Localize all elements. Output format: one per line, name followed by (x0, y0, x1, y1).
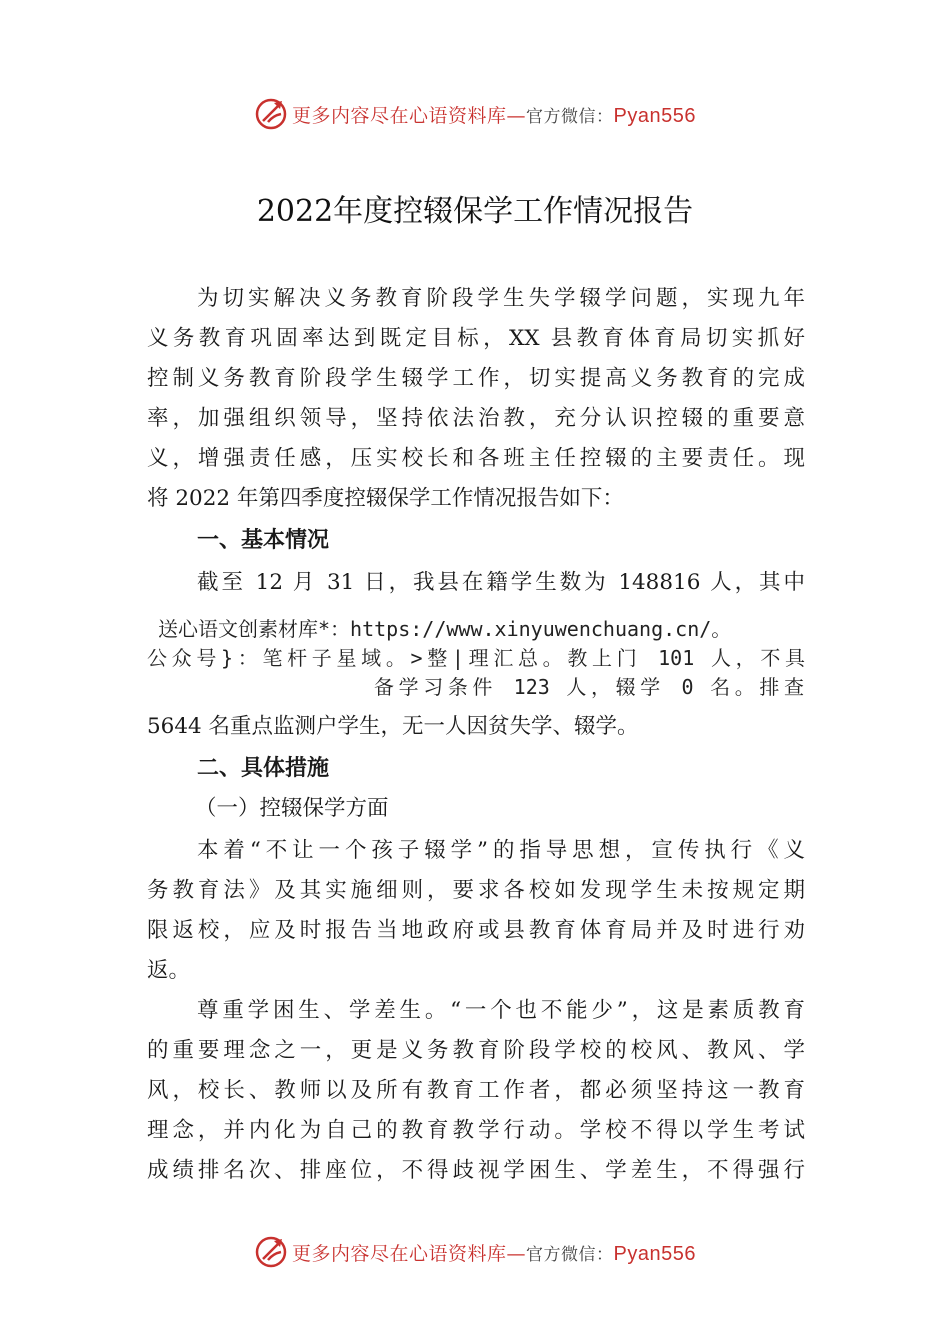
section-heading: 二、具体措施 (197, 756, 330, 781)
footer-banner (0, 1232, 950, 1272)
watermark-line: 公众号}：笔杆子星域。>整|理汇总。教上门 101 人，不具 (147, 646, 805, 670)
paragraph-line: 5644 名重点监测户学生，无一人因贫失学、辍学。 (147, 714, 639, 739)
paragraph-line: 成绩排名次、排座位，不得歧视学困生、学差生，不得强行 (147, 1158, 805, 1183)
paragraph-line: 率，加强组织领导，坚持依法治教，充分认识控辍的重要意 (147, 406, 805, 431)
paragraph-line: 义，增强责任感，压实校长和各班主任控辍的主要责任。现 (147, 446, 805, 471)
brand-logo-icon (254, 1235, 288, 1269)
paragraph-line: 截至 12 月 31 日，我县在籍学生数为 148816 人，其中 (197, 570, 805, 595)
paragraph-line: 风，校长、教师以及所有教育工作者，都必须坚持这一教育 (147, 1078, 805, 1103)
banner-text: 更多内容尽在心语资料库—官方微信：Pyan556 (292, 104, 696, 127)
wechat-id: Pyan556 (613, 104, 696, 127)
header-banner (0, 94, 950, 134)
paragraph-line: 的重要理念之一，更是义务教育阶段学校的校风、教风、学 (147, 1038, 805, 1063)
paragraph-line: 尊重学困生、学差生。“一个也不能少”，这是素质教育 (197, 998, 805, 1023)
banner-text: 更多内容尽在心语资料库—官方微信：Pyan556 (292, 1242, 696, 1265)
paragraph-line: 限返校，应及时报告当地政府或县教育体育局并及时进行劝 (147, 918, 805, 943)
paragraph-line: 务教育法》及其实施细则，要求各校如发现学生未按规定期 (147, 878, 805, 903)
brand-logo-icon (254, 97, 288, 131)
wechat-id: Pyan556 (613, 1242, 696, 1265)
paragraph-line: 义务教育巩固率达到既定目标，XX 县教育体育局切实抓好 (147, 326, 805, 351)
document-title: 2022年度控辍保学工作情况报告 (256, 194, 694, 229)
paragraph-line: 本着“不让一个孩子辍学”的指导思想，宣传执行《义 (197, 838, 805, 863)
subsection-heading: （一）控辍保学方面 (195, 796, 389, 821)
paragraph-line: 理念，并内化为自己的教育教学行动。学校不得以学生考试 (147, 1118, 805, 1143)
watermark-line: 送心语文创素材库*：https://www.xinyuwenchuang.cn/。 (158, 617, 732, 641)
paragraph-line: 为切实解决义务教育阶段学生失学辍学问题，实现九年 (197, 286, 805, 311)
paragraph-line: 将 2022 年第四季度控辍保学工作情况报告如下： (147, 486, 624, 511)
paragraph-line: 控制义务教育阶段学生辍学工作，切实提高义务教育的完成 (147, 366, 805, 391)
paragraph-line: 备学习条件 123 人，辍学 0 名。排查 (374, 675, 804, 699)
paragraph-line: 返。 (147, 958, 191, 983)
section-heading: 一、基本情况 (197, 528, 330, 553)
